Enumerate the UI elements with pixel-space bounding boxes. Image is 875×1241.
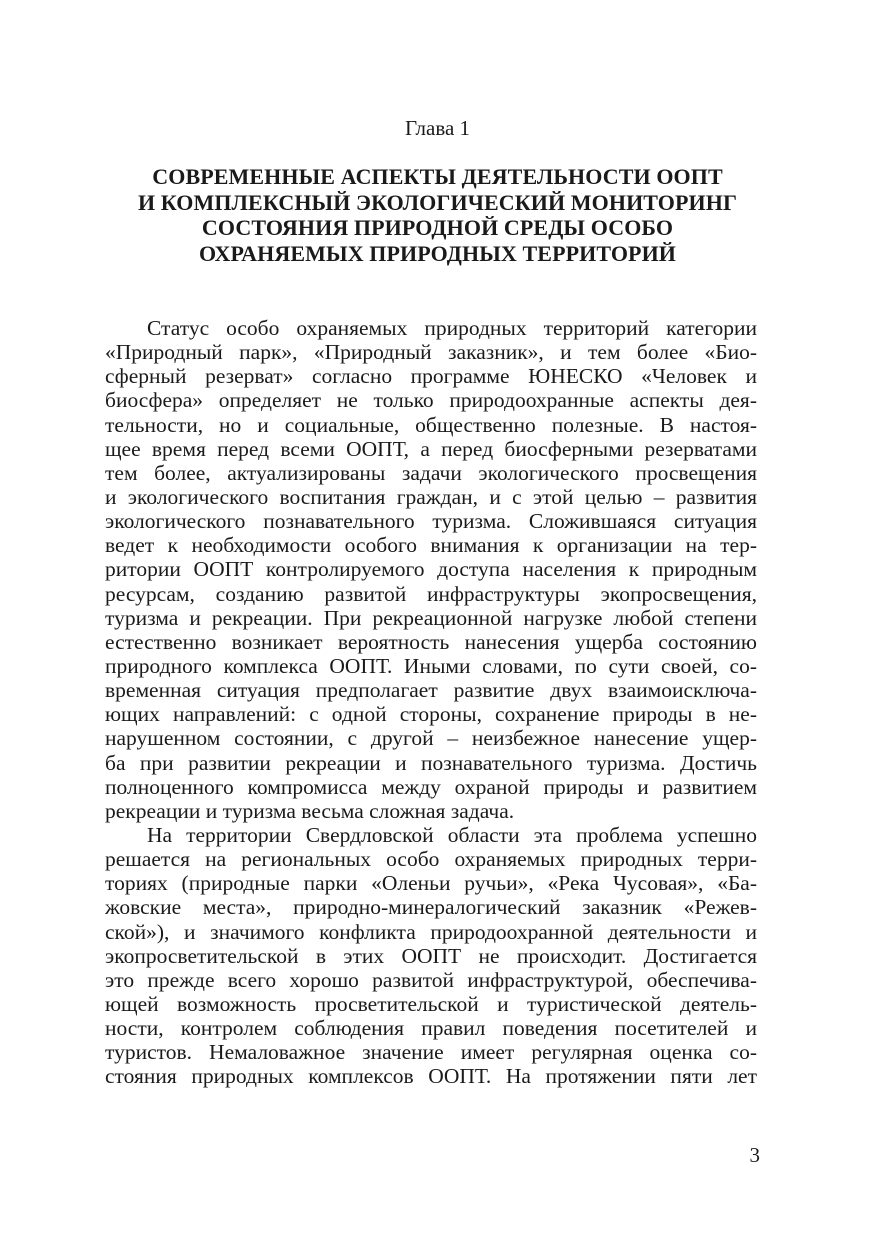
page-number: 3 bbox=[749, 1143, 760, 1167]
text-line: рекреации и туризма весьма сложная задача. bbox=[105, 798, 515, 823]
text-line: биосфера» определяет не только природоохранные аспекты дея- bbox=[105, 388, 757, 413]
text-line: полноценного компромисса между охраной природы и развитием bbox=[105, 774, 757, 799]
text-line: экологического познавательного туризма. Сложившаяся ситуация bbox=[105, 509, 757, 534]
text-line: туристов. Немаловажное значение имеет регулярная оценка со- bbox=[105, 1040, 757, 1065]
body-text bbox=[105, 316, 757, 1089]
text-line: Статус особо охраняемых природных территорий категории bbox=[147, 316, 757, 340]
text-line: решается на региональных особо охраняемых природных терри- bbox=[105, 847, 757, 872]
text-line: ресурсам, созданию развитой инфраструктуры экопросвещения, bbox=[105, 581, 757, 606]
text-line: тем более, актуализированы задачи экологического просвещения bbox=[105, 460, 757, 485]
text-line: ритории ООПТ контролируемого доступа населения к природным bbox=[105, 557, 757, 582]
text-line: жовские места», природно-минералогический заказник «Режев- bbox=[105, 895, 757, 920]
text-line: это прежде всего хорошо развитой инфраструктурой, обеспечива- bbox=[105, 967, 757, 992]
text-line: ющих направлений: с одной стороны, сохранение природы в не- bbox=[105, 702, 757, 727]
text-line: сферный резерват» согласно программе ЮНЕСКО «Человек и bbox=[105, 364, 757, 389]
paragraph-2 bbox=[105, 823, 757, 1089]
text-line: щее время перед всеми ООПТ, а перед биосферными резерватами bbox=[105, 436, 757, 461]
text-line: тельности, но и социальные, общественно полезные. В настоя- bbox=[105, 412, 757, 437]
chapter-title bbox=[60, 164, 815, 266]
chapter-label: Глава 1 bbox=[404, 116, 471, 140]
text-line: «Природный парк», «Природный заказник», и тем более «Био- bbox=[105, 340, 757, 365]
chapter-title-line: СОСТОЯНИЯ ПРИРОДНОЙ СРЕДЫ ОСОБО bbox=[201, 215, 674, 240]
text-line: ности, контролем соблюдения правил поведения посетителей и bbox=[105, 1016, 757, 1041]
text-line: стояния природных комплексов ООПТ. На протяжении пяти лет bbox=[105, 1064, 757, 1089]
text-line: экопросветительской в этих ООПТ не происходит. Достигается bbox=[105, 943, 757, 968]
text-line: На территории Свердловской области эта проблема успешно bbox=[147, 822, 757, 847]
text-line: временная ситуация предполагает развитие двух взаимоисключа- bbox=[105, 678, 757, 703]
text-line: ториях (природные парки «Оленьи ручьи», «Река Чусовая», «Ба- bbox=[105, 871, 757, 896]
text-line: ведет к необходимости особого внимания к организации на тер- bbox=[105, 533, 757, 558]
chapter-title-line: СОВРЕМЕННЫЕ АСПЕКТЫ ДЕЯТЕЛЬНОСТИ ООПТ bbox=[152, 164, 723, 189]
text-line: и экологического воспитания граждан, и с этой целью – развития bbox=[105, 484, 757, 509]
text-line: туризма и рекреации. При рекреационной нагрузке любой степени bbox=[105, 605, 757, 630]
chapter-title-line: И КОМПЛЕКСНЫЙ ЭКОЛОГИЧЕСКИЙ МОНИТОРИНГ bbox=[137, 189, 738, 215]
text-line: ба при развитии рекреации и познавательного туризма. Достичь bbox=[105, 750, 757, 775]
text-line: естественно возникает вероятность нанесения ущерба состоянию bbox=[105, 629, 757, 654]
chapter-title-line: ОХРАНЯЕМЫХ ПРИРОДНЫХ ТЕРРИТОРИЙ bbox=[198, 240, 677, 266]
text-line: нарушенном состоянии, с другой – неизбежное нанесение ущер- bbox=[105, 726, 757, 751]
text-line: ющей возможность просветительской и туристической деятель- bbox=[105, 991, 757, 1016]
text-line: природного комплекса ООПТ. Иными словами, по сути своей, со- bbox=[105, 653, 757, 678]
text-line: ской»), и значимого конфликта природоохранной деятельности и bbox=[105, 919, 757, 944]
paragraph-1 bbox=[105, 316, 757, 823]
